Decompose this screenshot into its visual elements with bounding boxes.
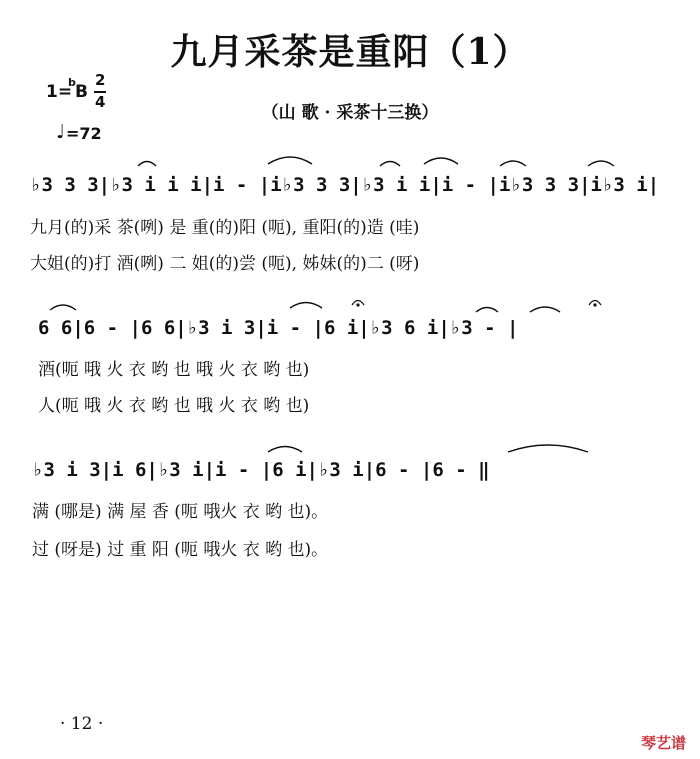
- notation-line-2: 6 6|6 - |6 6|♭3 i 3|i - |6 i|♭3 6 i|♭3 - |: [38, 317, 519, 339]
- slur-mark: [50, 305, 76, 310]
- key-signature-note: B: [75, 82, 88, 102]
- slur-mark: [268, 447, 302, 453]
- slur-mark: [268, 157, 312, 164]
- slur-mark: [476, 308, 498, 313]
- site-logo: 琴艺谱: [640, 734, 686, 752]
- lyric-line-1-verse-2: 大姐(的)打 酒(咧) 二 姐(的)尝 (呃), 姊妹(的)二 (呀): [30, 254, 420, 274]
- slur-mark: [588, 161, 614, 166]
- quarter-note-icon: ♩: [56, 121, 65, 143]
- lyric-line-1-verse-1: 九月(的)采 茶(咧) 是 重(的)阳 (呃), 重阳(的)造 (哇): [30, 218, 420, 238]
- lyric-line-3-verse-2: 过 (呀是) 过 重 阳 (呃 哦火 衣 哟 也)。: [32, 540, 329, 560]
- fermata-dot: [356, 303, 359, 306]
- song-title: 九月采茶是重阳（1）: [170, 31, 530, 73]
- slur-mark: [380, 162, 400, 167]
- page-number: · 12 ·: [60, 714, 104, 734]
- lyric-line-3-verse-1: 满 (哪是) 满 屋 香 (呃 哦火 衣 哟 也)。: [32, 502, 329, 522]
- slur-mark: [500, 161, 526, 166]
- slur-mark: [530, 307, 560, 312]
- time-signature-top: 2: [95, 71, 106, 89]
- lyric-line-2-verse-1: 酒(呃 哦 火 衣 哟 也 哦 火 衣 哟 也): [38, 360, 310, 380]
- notation-line-3: ♭3 i 3|i 6|♭3 i|i - |6 i|♭3 i|6 - |6 - ‖: [32, 459, 490, 481]
- tempo-value: =72: [66, 124, 102, 143]
- key-signature-prefix: 1=: [46, 82, 73, 102]
- time-signature-bottom: 4: [95, 93, 106, 111]
- slur-mark: [424, 158, 458, 164]
- fermata-dot: [593, 303, 596, 306]
- lyric-line-2-verse-2: 人(呃 哦 火 衣 哟 也 哦 火 衣 哟 也): [38, 396, 310, 416]
- key-signature-flat: b: [68, 76, 76, 89]
- notation-line-1: ♭3 3 3|♭3 i i i|i - |i♭3 3 3|♭3 i i|i - |i♭3 3 3|i♭3 i|: [30, 174, 660, 196]
- slur-mark: [508, 445, 588, 452]
- slur-mark: [138, 162, 156, 167]
- slur-mark: [290, 303, 322, 309]
- song-subtitle: （山 歌 · 采茶十三换）: [261, 103, 439, 123]
